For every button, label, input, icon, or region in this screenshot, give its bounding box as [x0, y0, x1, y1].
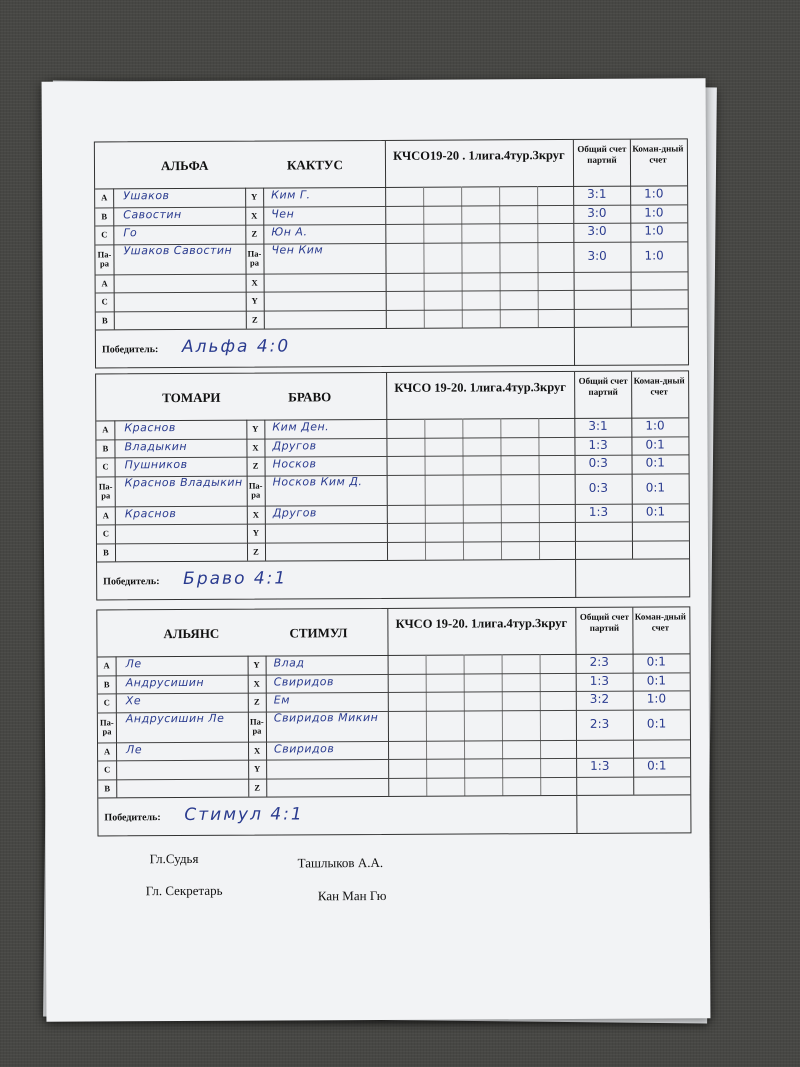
team-score: 0:1 — [646, 654, 666, 669]
position-code-right: Па-ра — [248, 480, 263, 500]
position-code-right: X — [251, 277, 258, 288]
total-score: 2:3 — [589, 716, 610, 731]
secretary-name: Кан Ман Гю — [317, 887, 387, 904]
player-name-left: Ле — [126, 742, 143, 756]
position-code-right: Па-ра — [247, 248, 262, 268]
total-score: 3:0 — [587, 223, 607, 238]
position-code-left: B — [103, 546, 109, 557]
championship-title: КЧСО 19-20. 1лига.4тур.3круг — [395, 616, 568, 631]
position-code-right: Y — [253, 659, 260, 670]
position-code-right: Z — [251, 228, 258, 239]
position-code-left: B — [103, 678, 110, 689]
winner-value: Стимул 4:1 — [184, 804, 304, 826]
position-code-left: A — [102, 424, 109, 435]
winner-value: Браво 4:1 — [183, 568, 288, 590]
player-name-right: Ем — [273, 693, 291, 707]
position-code-right: Z — [254, 782, 261, 793]
total-score: 1:3 — [589, 673, 610, 688]
team2-name: СТИМУЛ — [289, 625, 348, 641]
player-name-right: Чен — [271, 206, 295, 221]
position-code-left: A — [103, 745, 111, 756]
player-name-left: Краснов Владыкин — [124, 475, 243, 489]
total-score: 3:1 — [588, 418, 608, 433]
player-name-left: Хе — [125, 694, 142, 708]
position-code-right: X — [252, 442, 259, 453]
total-score-header: Общий счет партий — [578, 375, 628, 397]
player-name-left: Ушаков Савостин — [123, 243, 233, 257]
position-code-left: C — [102, 528, 109, 539]
position-code-right: X — [252, 509, 259, 520]
position-code-right: Z — [253, 546, 259, 557]
winner-value: Альфа 4:0 — [181, 336, 291, 358]
player-name-right: Юн А. — [271, 225, 308, 239]
player-name-right: Свиридов — [274, 741, 335, 756]
team-score: 0:1 — [645, 479, 666, 495]
team-score: 1:0 — [644, 223, 664, 238]
player-row — [97, 473, 689, 506]
team-score: 1:0 — [645, 418, 665, 433]
team-score: 0:1 — [645, 455, 665, 470]
position-code-left: C — [101, 296, 108, 307]
position-code-left: Па-ра — [97, 248, 112, 268]
team-score: 1:0 — [644, 204, 664, 220]
player-row — [95, 241, 687, 274]
position-code-left: C — [101, 229, 108, 240]
team1-name: АЛЬЯНС — [163, 625, 220, 642]
team-score-header: Коман-дный счет — [632, 143, 684, 165]
player-name-right: Свиридов Микин — [273, 710, 379, 725]
player-name-right: Другов — [272, 505, 317, 520]
position-code-right: Y — [251, 191, 258, 202]
championship-title: КЧСО 19-20. 1лига.4тур.3круг — [394, 380, 566, 395]
position-code-right: Y — [251, 295, 258, 306]
match-block — [94, 138, 689, 368]
player-name-right: Свиридов — [273, 674, 334, 689]
total-score: 3:1 — [587, 186, 607, 201]
player-name-left: Андрусишин Ле — [125, 711, 225, 725]
position-code-right: X — [253, 745, 261, 756]
team-score: 0:1 — [645, 503, 666, 519]
player-name-right: Носков Ким Д. — [272, 474, 363, 489]
total-score: 1:3 — [590, 758, 610, 773]
team1-name: АЛЬФА — [160, 157, 209, 174]
position-code-right: Z — [252, 460, 259, 471]
position-code-left: C — [103, 697, 110, 708]
winner-row — [96, 326, 688, 368]
team2-name: БРАВО — [288, 389, 332, 405]
team2-name: КАКТУС — [286, 157, 343, 173]
position-code-right: X — [251, 210, 258, 221]
judge-label: Гл.Судья — [149, 850, 199, 867]
match-header — [97, 607, 689, 657]
total-score-header: Общий счет партий — [577, 143, 627, 165]
match-block — [96, 606, 691, 836]
position-code-left: A — [101, 192, 108, 203]
team1-name: ТОМАРИ — [162, 389, 221, 406]
score-sheet — [42, 78, 711, 1021]
team-score: 0:1 — [645, 436, 665, 452]
player-row — [98, 709, 690, 742]
player-name-left: Краснов — [124, 421, 176, 435]
position-code-left: Па-ра — [98, 480, 113, 500]
position-code-right: Y — [254, 763, 261, 774]
player-name-right: Носков — [272, 457, 317, 471]
player-name-right: Чен Ким — [271, 242, 324, 257]
total-score: 3:0 — [587, 205, 607, 220]
position-code-left: B — [101, 314, 108, 325]
position-code-right: Z — [253, 696, 260, 707]
position-code-right: Z — [251, 314, 258, 325]
team-score-header: Коман-дный счет — [633, 375, 685, 397]
team-score: 1:0 — [644, 186, 664, 201]
match-header — [96, 371, 688, 421]
position-code-left: A — [103, 660, 110, 671]
player-name-right: Другов — [272, 438, 317, 453]
team-score: 0:1 — [647, 758, 667, 773]
winner-label: Победитель: — [101, 344, 159, 356]
total-score-header: Общий счет партий — [579, 611, 629, 633]
position-code-left: C — [104, 764, 111, 775]
team-score: 0:1 — [646, 672, 667, 688]
position-code-left: A — [102, 509, 109, 520]
position-code-right: Y — [252, 423, 259, 434]
total-score: 0:3 — [588, 480, 609, 495]
player-name-left: Савостин — [123, 207, 182, 221]
total-score: 1:3 — [588, 437, 608, 452]
winner-label: Победитель: — [104, 812, 161, 824]
match-block — [95, 370, 690, 600]
position-code-left: C — [102, 461, 109, 472]
judge-name: Ташлыков А.А. — [297, 854, 384, 871]
player-name-left: Пушников — [124, 457, 188, 472]
team-score: 1:0 — [644, 247, 664, 263]
total-score: 3:0 — [587, 248, 607, 263]
position-code-left: B — [104, 782, 111, 793]
player-name-left: Владыкин — [124, 439, 188, 453]
grid-line — [574, 328, 575, 366]
position-code-left: Па-ра — [100, 716, 114, 736]
position-code-left: B — [101, 210, 108, 221]
player-name-left: Андрусишин — [125, 675, 205, 689]
position-code-right: X — [253, 678, 260, 689]
total-score: 0:3 — [588, 455, 608, 470]
total-score: 3:2 — [589, 691, 610, 706]
position-code-left: B — [102, 442, 109, 453]
total-score: 1:3 — [588, 504, 609, 519]
player-name-right: Ким Г. — [271, 188, 311, 202]
position-code-left: A — [101, 277, 108, 288]
player-name-left: Ле — [125, 657, 142, 671]
position-code-right: Y — [252, 527, 259, 538]
player-name-left: Ушаков — [123, 189, 170, 203]
player-name-left: Краснов — [124, 506, 177, 520]
team-score-header: Коман-дный счет — [634, 611, 686, 633]
team-score: 1:0 — [646, 691, 667, 706]
player-name-left: Го — [123, 226, 138, 240]
player-name-right: Влад — [273, 656, 305, 670]
player-name-right: Ким Ден. — [272, 420, 330, 434]
match-header — [95, 139, 687, 189]
secretary-label: Гл. Секретарь — [145, 882, 223, 899]
grid-line — [576, 796, 577, 834]
grid-line — [575, 560, 576, 598]
total-score: 2:3 — [589, 654, 609, 669]
team-score: 0:1 — [646, 715, 667, 731]
winner-label: Победитель: — [103, 576, 160, 588]
winner-row — [97, 558, 689, 600]
position-code-right: Па-ра — [250, 716, 264, 736]
championship-title: КЧСО19-20 . 1лига.4тур.3круг — [393, 148, 565, 163]
winner-row — [98, 794, 690, 836]
